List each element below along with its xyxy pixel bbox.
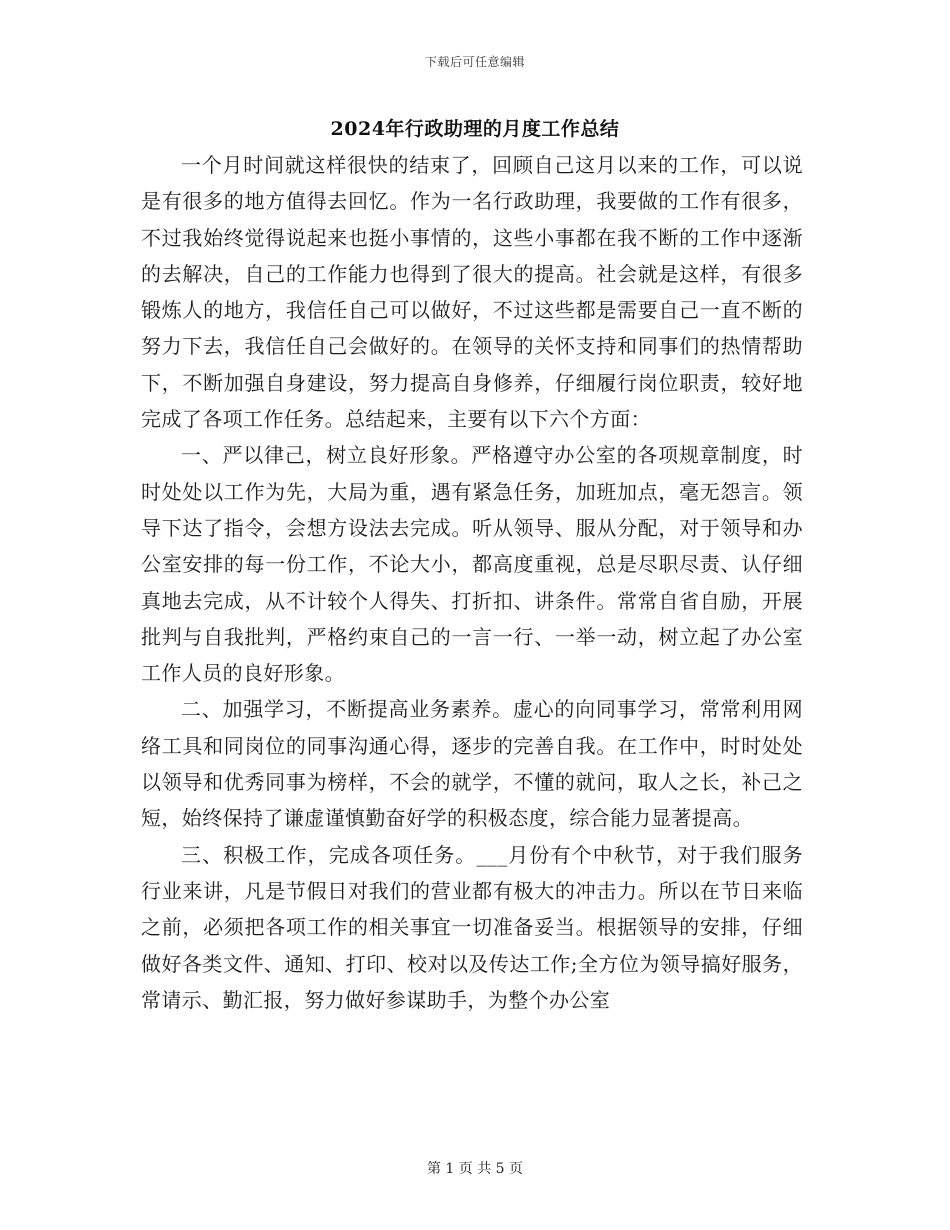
page-number-footer: 第 1 页 共 5 页: [426, 1161, 524, 1177]
paragraph-section-2: 二、加强学习，不断提高业务素养。虚心的向同事学习，常常利用网络工具和同岗位的同事沟通心得，逐步的完善自我。在工作中，时时处处以领导和优秀同事为榜样，不会的就学，不懂的就问，取人之长，补己之短，始终保持了谦虚谨慎勤奋好学的积极态度，综合能力显著提高。: [141, 697, 803, 831]
header-note: 下载后可任意编辑: [424, 55, 525, 69]
paragraph-intro: 一个月时间就这样很快的结束了，回顾自己这月以来的工作，可以说是有很多的地方值得去回忆。作为一名行政助理，我要做的工作有很多，不过我始终觉得说起来也挺小事情的，这些小事都在我不断的工作中逐渐的去解决，自己的工作能力也得到了很大的提高。社会就是这样，有很多锻炼人的地方，我信任自己可以做好，不过这些都是需要自己一直不断的努力下去，我信任自己会做好的。在领导的关怀支持和同事们的热情帮助下，不断加强自身建设，努力提高自身修养，仔细履行岗位职责，较好地完成了各项工作任务。总结起来，主要有以下六个方面：: [141, 153, 803, 432]
document-body: [141, 147, 803, 1018]
document-title: 2024年行政助理的月度工作总结: [330, 118, 620, 140]
paragraph-section-3: 三、积极工作，完成各项任务。___月份有个中秋节，对于我们服务行业来讲，凡是节假日对我们的营业都有极大的冲击力。所以在节日来临之前，必须把各项工作的相关事宜一切准备妥当。根据领导的安排，仔细做好各类文件、通知、打印、校对以及传达工作;全方位为领导搞好服务，常请示、勤汇报，努力做好参谋助手，为整个办公室: [141, 842, 803, 1012]
paragraph-section-1: 一、严以律己，树立良好形象。严格遵守办公室的各项规章制度，时时处处以工作为先，大局为重，遇有紧急任务，加班加点，毫无怨言。领导下达了指令，会想方设法去完成。听从领导、服从分配，对于领导和办公室安排的每一份工作，不论大小，都高度重视，总是尽职尽责、认仔细真地去完成，从不计较个人得失、打折扣、讲条件。常常自省自励，开展批判与自我批判，严格约束自己的一言一行、一举一动，树立起了办公室工作人员的良好形象。: [141, 443, 803, 686]
